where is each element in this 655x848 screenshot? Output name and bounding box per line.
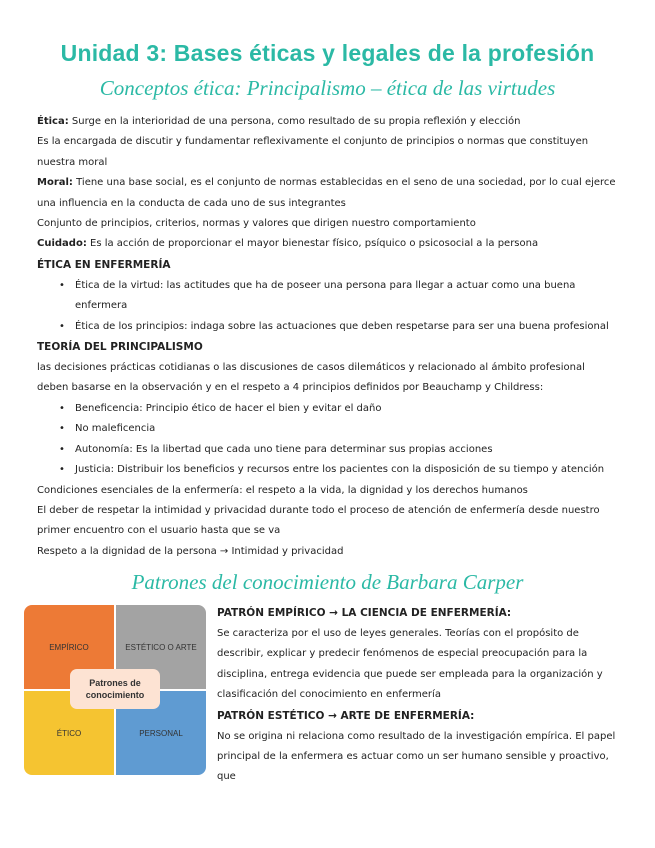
section-heading-patrones: Patrones del conocimiento de Barbara Carper (131, 570, 524, 594)
page-subtitle: Conceptos ética: Principalismo – ética de las virtudes (99, 76, 556, 100)
text-patron-empirico: Se caracteriza por el uso de leyes generales. Teorías con el propósito de describir, explicar y predecir fenómenos de especial preocupación para la disciplina, entrega evidencia que puede ser empleada para la organización y clasificación del conocimiento en enfermería (217, 628, 603, 701)
heading-patron-estetico: PATRÓN ESTÉTICO → ARTE DE ENFERMERÍA: (217, 709, 475, 722)
list-item: • Justicia: Distribuir los beneficios y recursos entre los pacientes con la disposición de su tiempo y atención (75, 460, 617, 480)
list-item: • No maleficencia (75, 419, 617, 439)
definition-etica-2: Es la encargada de discutir y fundamentar reflexivamente el conjunto de principios o normas que constituyen nuestra moral (37, 136, 589, 168)
patrones-text (217, 603, 617, 788)
list-item: • Ética de los principios: indaga sobre las actuaciones que deben respetarse para ser una buena profesional (75, 317, 617, 337)
intimidad-text: El deber de respetar la intimidad y privacidad durante todo el proceso de atención de enfermería desde nuestro primer encuentro con el usuario hasta que se va (37, 504, 600, 537)
text-cuidado: Es la acción de proporcionar el mayor bienestar físico, psíquico o psicosocial a la persona (86, 238, 539, 250)
principios-list (37, 399, 617, 481)
definition-moral (37, 173, 617, 214)
page-title: Unidad 3: Bases éticas y legales de la profesión (60, 40, 595, 66)
text-moral: Tiene una base social, es el conjunto de normas establecidas en el seno de una sociedad, por lo cual ejerce una influencia en la conducta de cada uno de sus integrantes (37, 177, 616, 209)
definition-etica (37, 112, 617, 132)
quadrant-personal: PERSONAL (116, 691, 206, 775)
list-item: • Beneficencia: Principio ético de hacer el bien y evitar el daño (75, 399, 617, 419)
quadrant-estetico: ESTÉTICO O ARTE (116, 605, 206, 689)
heading-patron-empirico: PATRÓN EMPÍRICO → LA CIENCIA DE ENFERMERÍA: (217, 607, 512, 619)
main-text (37, 112, 617, 562)
definition-cuidado (37, 234, 617, 254)
condiciones-text: Condiciones esenciales de la enfermería: el respeto a la vida, la dignidad y los derechos humanos (37, 484, 528, 496)
heading-etica-enfermeria: ÉTICA EN ENFERMERÍA (37, 258, 171, 271)
heading-principalismo: TEORÍA DEL PRINCIPALISMO (37, 341, 203, 354)
term-cuidado: Cuidado: (37, 238, 87, 250)
term-etica: Ética: (37, 116, 69, 127)
text-etica: Surge en la interioridad de una persona, como resultado de su propia reflexión y elección (68, 116, 521, 127)
list-item: • Ética de la virtud: las actitudes que ha de poseer una persona para llegar a actuar como una buena enfermera (75, 276, 617, 317)
quadrant-empirico: EMPÍRICO (24, 605, 114, 689)
principalismo-intro: las decisiones prácticas cotidianas o las discusiones de casos dilemáticos y relacionado al ámbito profesional deben basarse en la observación y en el respeto a 4 principios definidos por Beauchamp y Childress: (37, 362, 585, 394)
patrones-diagram (24, 605, 206, 775)
dignidad-text: Respeto a la dignidad de la persona → Intimidad y privacidad (37, 545, 344, 557)
diagram-center-label: Patrones de conocimiento (70, 669, 160, 709)
definition-moral-2: Conjunto de principios, criterios, normas y valores que dirigen nuestro comportamiento (37, 218, 476, 230)
etica-enfermeria-list (37, 276, 617, 337)
quadrant-etico: ÉTICO (24, 691, 114, 775)
text-patron-estetico: No se origina ni relaciona como resultado de la investigación empírica. El papel principal de la enfermera es actuar como un ser humano sensible y proactivo, que (217, 730, 616, 783)
term-moral: Moral: (37, 177, 73, 189)
list-item: • Autonomía: Es la libertad que cada uno tiene para determinar sus propias acciones (75, 440, 617, 460)
